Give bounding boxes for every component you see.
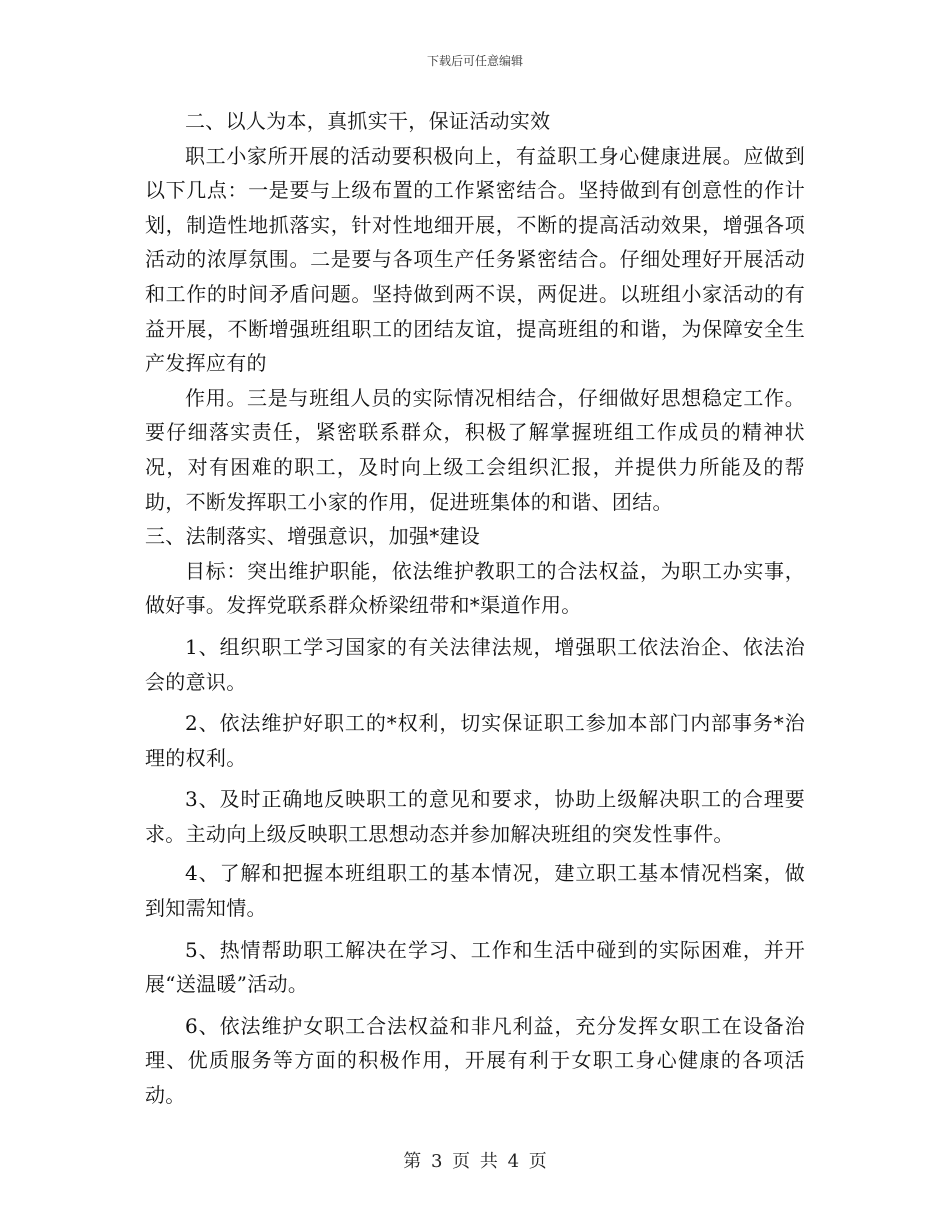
list-item-5: 5、热情帮助职工解决在学习、工作和生活中碰到的实际困难，并开展“送温暖”活动。 bbox=[145, 937, 805, 997]
list-item-1: 1、组织职工学习国家的有关法律法规，增强职工依法治企、依法治会的意识。 bbox=[145, 634, 805, 694]
document-body bbox=[145, 104, 805, 1113]
list-item-6: 6、依法维护女职工合法权益和非凡利益，充分发挥女职工在设备治理、优质服务等方面的积极作用，开展有利于女职工身心健康的各项活动。 bbox=[145, 1013, 805, 1108]
section-heading-2: 二、以人为本，真抓实干，保证活动实效 bbox=[185, 109, 551, 133]
page-number: 第 3 页 共 4 页 bbox=[403, 1151, 547, 1172]
paragraph-activities-cont: 作用。三是与班组人员的实际情况相结合，仔细做好思想稳定工作。要仔细落实责任，紧密联系群众，积极了解掌握班组工作成员的精神状况，对有困难的职工，及时向上级工会组织汇报，并提供力所能及的帮助，不断发挥职工小家的作用，促进班集体的和谐、团结。 bbox=[145, 385, 805, 514]
section-heading-3: 三、法制落实、增强意识，加强*建设 bbox=[145, 524, 481, 549]
paragraph-goal: 目标：突出维护职能，依法维护教职工的合法权益，为职工办实事，做好事。发挥党联系群众桥梁纽带和*渠道作用。 bbox=[145, 558, 805, 618]
page-header-note: 下载后可任意编辑 bbox=[426, 54, 523, 68]
list-item-2: 2、依法维护好职工的*权利，切实保证职工参加本部门内部事务*治理的权利。 bbox=[145, 711, 805, 770]
paragraph-activities: 职工小家所开展的活动要积极向上，有益职工身心健康进展。应做到以下几点：一是要与上级布置的工作紧密结合。坚持做到有创意性的作计划，制造性地抓落实，针对性地细开展，不断的提高活动效果，增强各项活动的浓厚氛围。二是要与各项生产任务紧密结合。仔细处理好开展活动和工作的时间矛盾问题。坚持做到两不误，两促进。以班组小家活动的有益开展，不断增强班组职工的团结友谊，提高班组的和谐，为保障安全生产发挥应有的 bbox=[145, 143, 805, 376]
list-item-3: 3、及时正确地反映职工的意见和要求，协助上级解决职工的合理要求。主动向上级反映职工思想动态并参加解决班组的突发性事件。 bbox=[145, 787, 805, 846]
list-item-4: 4、了解和把握本班组职工的基本情况，建立职工基本情况档案，做到知需知情。 bbox=[145, 861, 805, 921]
